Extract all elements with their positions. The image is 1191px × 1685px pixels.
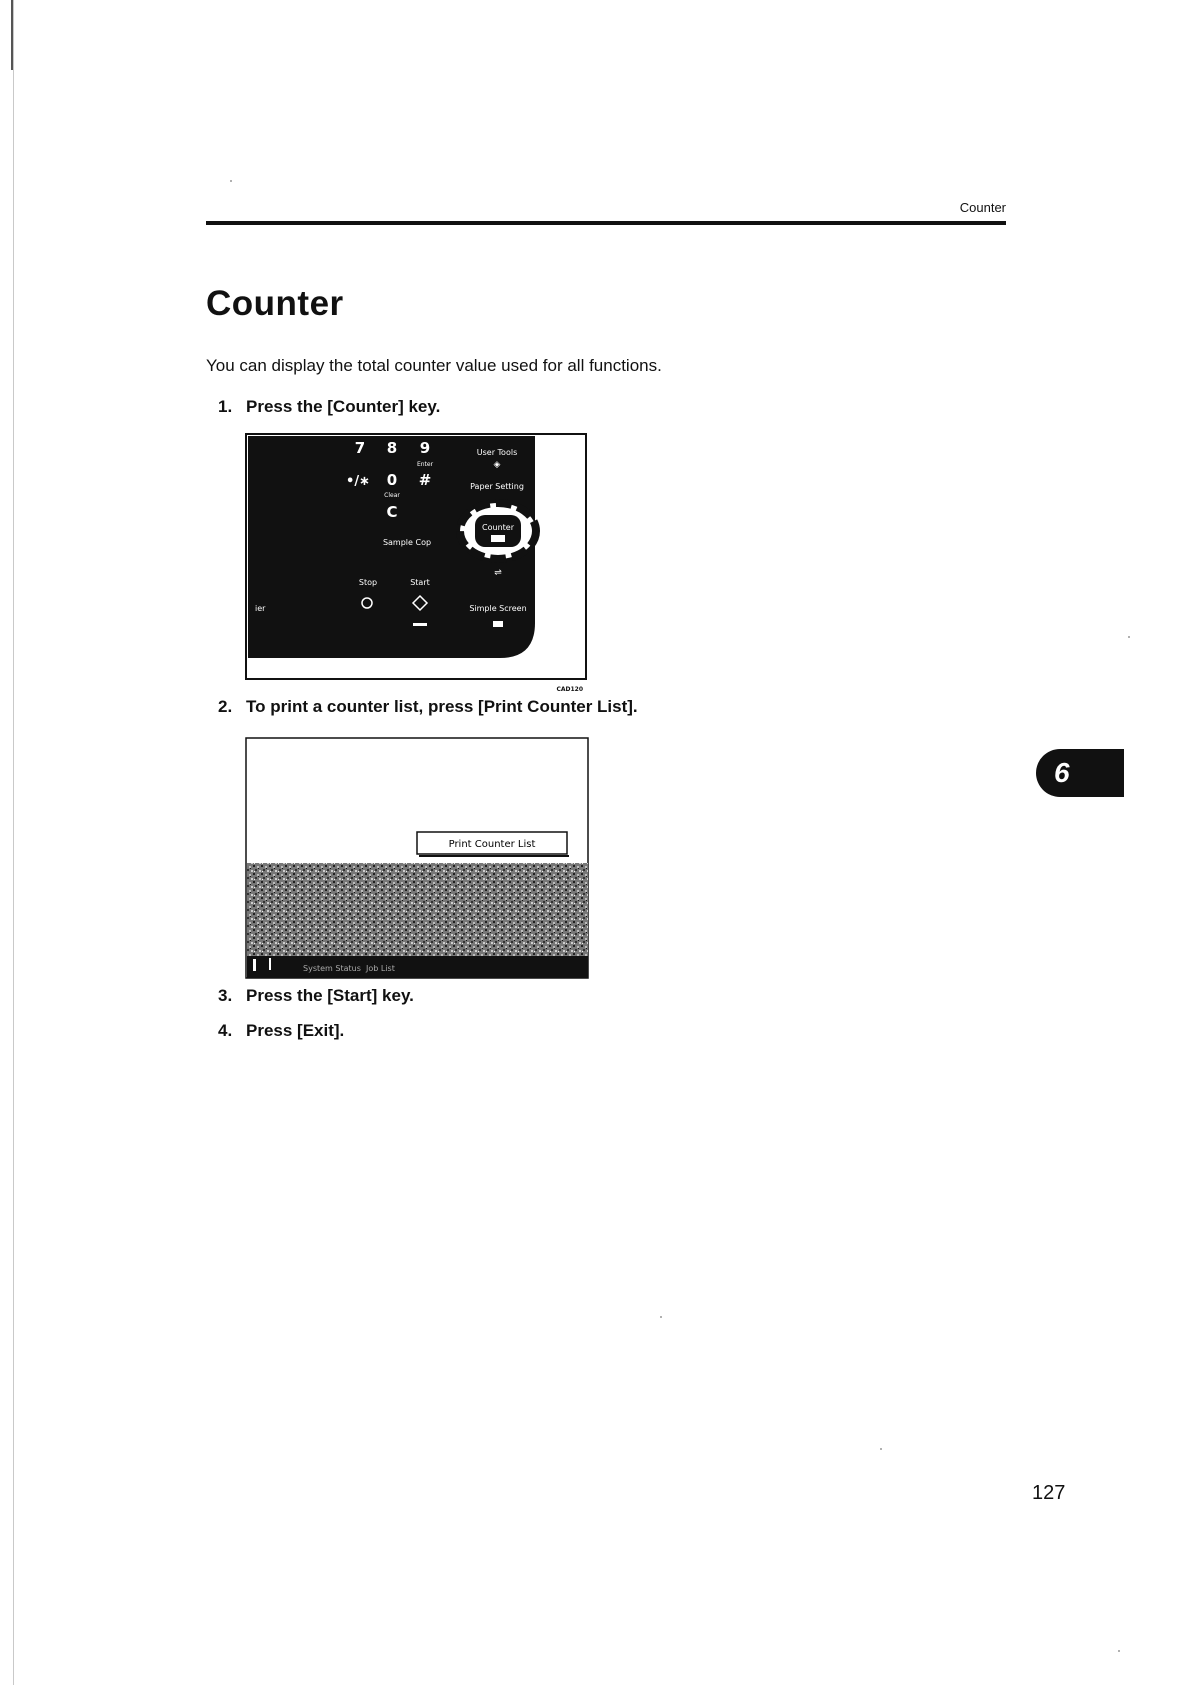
- key-star: •/∗: [346, 474, 370, 489]
- header-rule: [206, 221, 1006, 225]
- paper-setting-label: Paper Setting: [470, 482, 524, 491]
- scan-speck: [230, 180, 232, 182]
- binding-mark: [11, 0, 13, 70]
- page-number: 127: [1032, 1482, 1066, 1504]
- step-number: 1.: [218, 397, 233, 416]
- status-bar: [247, 956, 588, 978]
- step-3: [218, 986, 414, 1006]
- simple-screen-label: Simple Screen: [469, 604, 527, 613]
- key-8: 8: [386, 439, 398, 457]
- scan-speck: [1128, 636, 1130, 638]
- step-text: Press the [Start] key.: [246, 986, 414, 1005]
- panel-edge-text: ier: [255, 604, 266, 613]
- step-text: To print a counter list, press [Print Counter List].: [246, 697, 638, 716]
- scan-speck: [880, 1448, 882, 1450]
- scan-speck: [660, 1316, 662, 1318]
- screen-illustration: [245, 737, 595, 982]
- scan-speck: [1118, 1650, 1120, 1652]
- stop-label: Stop: [358, 578, 378, 587]
- step-2: [218, 697, 638, 717]
- step-4: [218, 1021, 344, 1041]
- warning-icon: [269, 958, 271, 970]
- counter-key-label: Counter: [482, 523, 514, 532]
- key-hash: #: [418, 471, 432, 489]
- intro-text: You can display the total counter value used for all functions.: [206, 356, 662, 375]
- binding-line: [13, 0, 14, 1685]
- key-clear: C: [386, 503, 398, 521]
- step-number: 2.: [218, 697, 233, 716]
- energy-saver-icon: ⇌: [494, 567, 502, 577]
- tab-system-status[interactable]: System Status: [303, 964, 361, 973]
- alert-icon: [253, 959, 256, 971]
- start-label: Start: [410, 578, 430, 587]
- enter-label: Enter: [416, 461, 434, 468]
- sample-copy-label: Sample Cop: [382, 538, 432, 547]
- key-7: 7: [354, 439, 366, 457]
- step-text: Press the [Counter] key.: [246, 397, 441, 416]
- clear-label: Clear: [384, 492, 400, 499]
- tab-job-list[interactable]: Job List: [366, 964, 395, 973]
- page-title: Counter: [206, 284, 344, 323]
- start-indicator: [413, 623, 427, 626]
- step-number: 4.: [218, 1021, 233, 1040]
- screen-noise-area: [247, 863, 588, 956]
- figure-code: CAD120: [556, 686, 583, 693]
- key-0: 0: [386, 471, 398, 489]
- step-text: Press [Exit].: [246, 1021, 345, 1040]
- chapter-tab: 6: [1036, 749, 1124, 797]
- simple-screen-icon: [493, 621, 503, 627]
- key-9: 9: [419, 439, 431, 457]
- print-counter-list-label: Print Counter List: [448, 839, 536, 850]
- running-head: Counter: [959, 200, 1006, 215]
- control-panel-illustration: [245, 433, 595, 695]
- counter-key-icon: [491, 535, 505, 542]
- step-1: [218, 397, 440, 417]
- user-tools-icon: ◈: [493, 460, 501, 470]
- step-number: 3.: [218, 986, 233, 1005]
- user-tools-label: User Tools: [476, 448, 518, 457]
